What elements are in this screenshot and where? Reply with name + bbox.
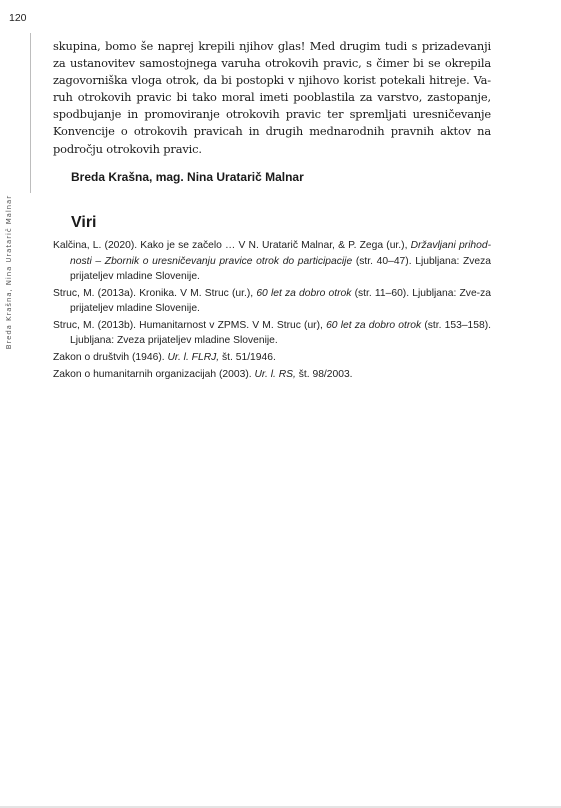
body-line: ruh otrokovih pravic bi tako moral imeti pooblastila za varstvo, zastopanje, [53,90,491,105]
body-line: za ustanovitev samostojnega varuha otrokovih pravic, s čimer bi se okrepila [53,56,491,71]
body-paragraph [53,38,491,158]
references-heading: Viri [71,214,97,231]
reference-item: Struc, M. (2013a). Kronika. V M. Struc (ur.), 60 let za dobro otrok (str. 11–60). Ljubljana: Zve-za prijateljev mladine Slovenije. [53,287,491,315]
reference-item: Kalčina, L. (2020). Kako je se začelo … V N. Uratarič Malnar, & P. Zega (ur.), Državljani prihod-nosti – Zbornik o uresničevanju pravice otrok do participacije (str. 40–47). Ljubljana: Zveza prijateljev mladine Slovenije. [53,240,492,282]
page-number: 120 [9,12,27,24]
body-line: skupina, bomo še naprej krepili njihov glas! Med drugim tudi s prizadevanji [53,39,491,53]
reference-item: Struc, M. (2013b). Humanitarnost v ZPMS. V M. Struc (ur), 60 let za dobro otrok (str. 153–158). Ljubljana: Zveza prijateljev mladine Slovenije. [53,319,492,347]
body-line: področju otrokovih pravic. [53,141,202,156]
margin-rule [30,33,31,193]
body-line: Konvencije o otrokovih pravicah in drugih mednarodnih pravnih aktov na [53,124,491,139]
reference-item: Zakon o društvih (1946). Ur. l. FLRJ, št. 51/1946. [53,352,276,364]
running-head: Breda Krašna, Nina Uratarič Malnar [5,195,13,350]
body-line: zagovorniška vloga otrok, da bi postopki v njihovo korist potekali hitreje. Va- [53,73,491,88]
author-signature: Breda Krašna, mag. Nina Uratarič Malnar [71,170,304,184]
references-list [53,238,491,383]
reference-item: Zakon o humanitarnih organizacijah (2003). Ur. l. RS, št. 98/2003. [53,368,353,380]
body-line: spodbujanje in promoviranje otrokovih pravic ter spremljati uresničevanje [53,107,491,122]
